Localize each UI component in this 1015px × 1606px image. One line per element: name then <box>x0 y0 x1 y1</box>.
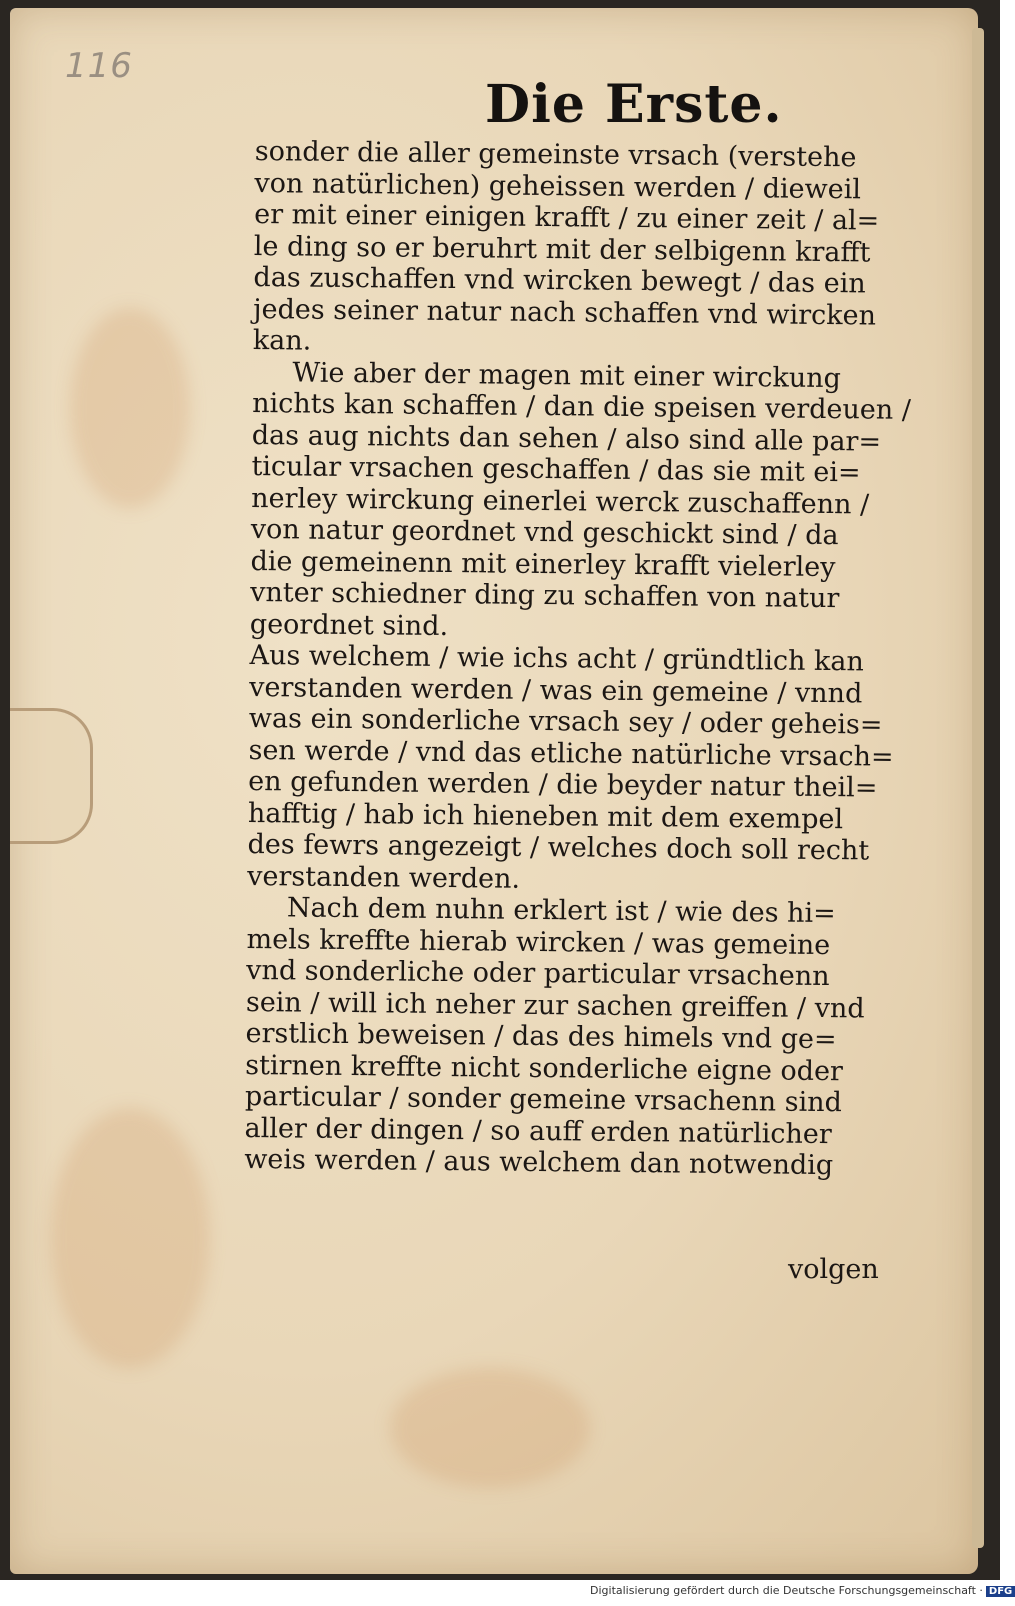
book-page <box>10 8 978 1574</box>
paragraph <box>247 640 920 899</box>
text-line: sen werde / vnd das etliche natürliche vrsach= <box>248 734 894 773</box>
paper-tab-mark <box>10 708 93 844</box>
text-line: ticular vrsachen geschaffen / das sie mit ei= <box>251 450 861 489</box>
text-line: das zuschaffen vnd wircken bewegt / das ein <box>253 261 866 300</box>
text-line: Nach dem nuhn erklert ist / wie des hi= <box>286 892 836 930</box>
text-line: er mit einer einigen krafft / zu einer zeit / al= <box>254 198 880 237</box>
paragraph <box>244 892 917 1183</box>
text-line: en gefunden werden / die beyder natur theil= <box>248 765 878 804</box>
foxing-stain <box>70 308 190 508</box>
text-line: das aug nichts dan sehen / also sind alle par= <box>251 419 882 458</box>
digitization-credit <box>590 1584 1015 1597</box>
text-line: vnd sonderliche oder particular vrsachenn <box>246 954 830 993</box>
text-line: Aus welchem / wie ichs acht / gründtlich kan <box>249 639 865 678</box>
text-line: sonder die aller gemeinste vrsach (verstehe <box>254 136 857 174</box>
page-edge <box>972 28 984 1548</box>
text-block <box>244 136 925 1182</box>
page-heading: Die Erste. <box>485 74 783 135</box>
catchword: volgen <box>788 1254 879 1285</box>
text-line: le ding so er beruhrt mit der selbigenn krafft <box>253 230 871 268</box>
text-line: von natur geordnet vnd geschickt sind / da <box>250 513 839 552</box>
paragraph <box>253 136 925 364</box>
text-line: aller der dingen / so auff erden natürlicher <box>244 1112 832 1150</box>
foxing-stain <box>390 1368 590 1488</box>
dfg-logo: DFG <box>986 1586 1015 1597</box>
text-line: des fewrs angezeigt / welches doch soll recht <box>247 828 870 867</box>
text-line: verstanden werden / was ein gemeine / vnnd <box>249 671 863 709</box>
text-line: die gemeinenn mit einerley krafft vielerley <box>250 545 836 583</box>
folio-number: 116 <box>65 46 133 86</box>
text-line: mels kreffte hierab wircken / was gemeine <box>246 923 831 961</box>
foxing-stain <box>50 1108 210 1368</box>
text-line: verstanden werden. <box>247 860 521 895</box>
text-line: sein / will ich neher zur sachen greiffen / vnd <box>245 986 865 1024</box>
text-line: stirnen kreffte nicht sonderliche eigne oder <box>245 1049 844 1087</box>
credit-text: Digitalisierung gefördert durch die Deutsche Forschungsgemeinschaft · <box>590 1584 983 1597</box>
text-line: vnter schiedner ding zu schaffen von natur <box>250 576 840 615</box>
text-line: Wie aber der magen mit einer wirckung <box>292 356 842 394</box>
text-line: erstlich beweisen / das des himels vnd ge= <box>245 1017 837 1056</box>
text-line: hafftig / hab ich hieneben mit dem exempel <box>247 797 844 835</box>
paragraph <box>250 356 923 647</box>
text-line: geordnet sind. <box>249 608 449 642</box>
text-line: weis werden / aus welchem dan notwendig <box>244 1143 834 1182</box>
text-line: von natürlichen) geheissen werden / dieweil <box>254 167 862 205</box>
text-line: jedes seiner natur nach schaffen vnd wircken <box>253 293 877 332</box>
text-line: was ein sonderliche vrsach sey / oder geheis= <box>248 702 883 741</box>
text-line: particular / sonder gemeine vrsachenn sind <box>244 1080 843 1119</box>
text-line: nerley wirckung einerlei werck zuschaffenn / <box>251 482 870 520</box>
text-line: nichts kan schaffen / dan die speisen verdeuen / <box>252 387 912 426</box>
text-line: kan. <box>252 324 312 357</box>
